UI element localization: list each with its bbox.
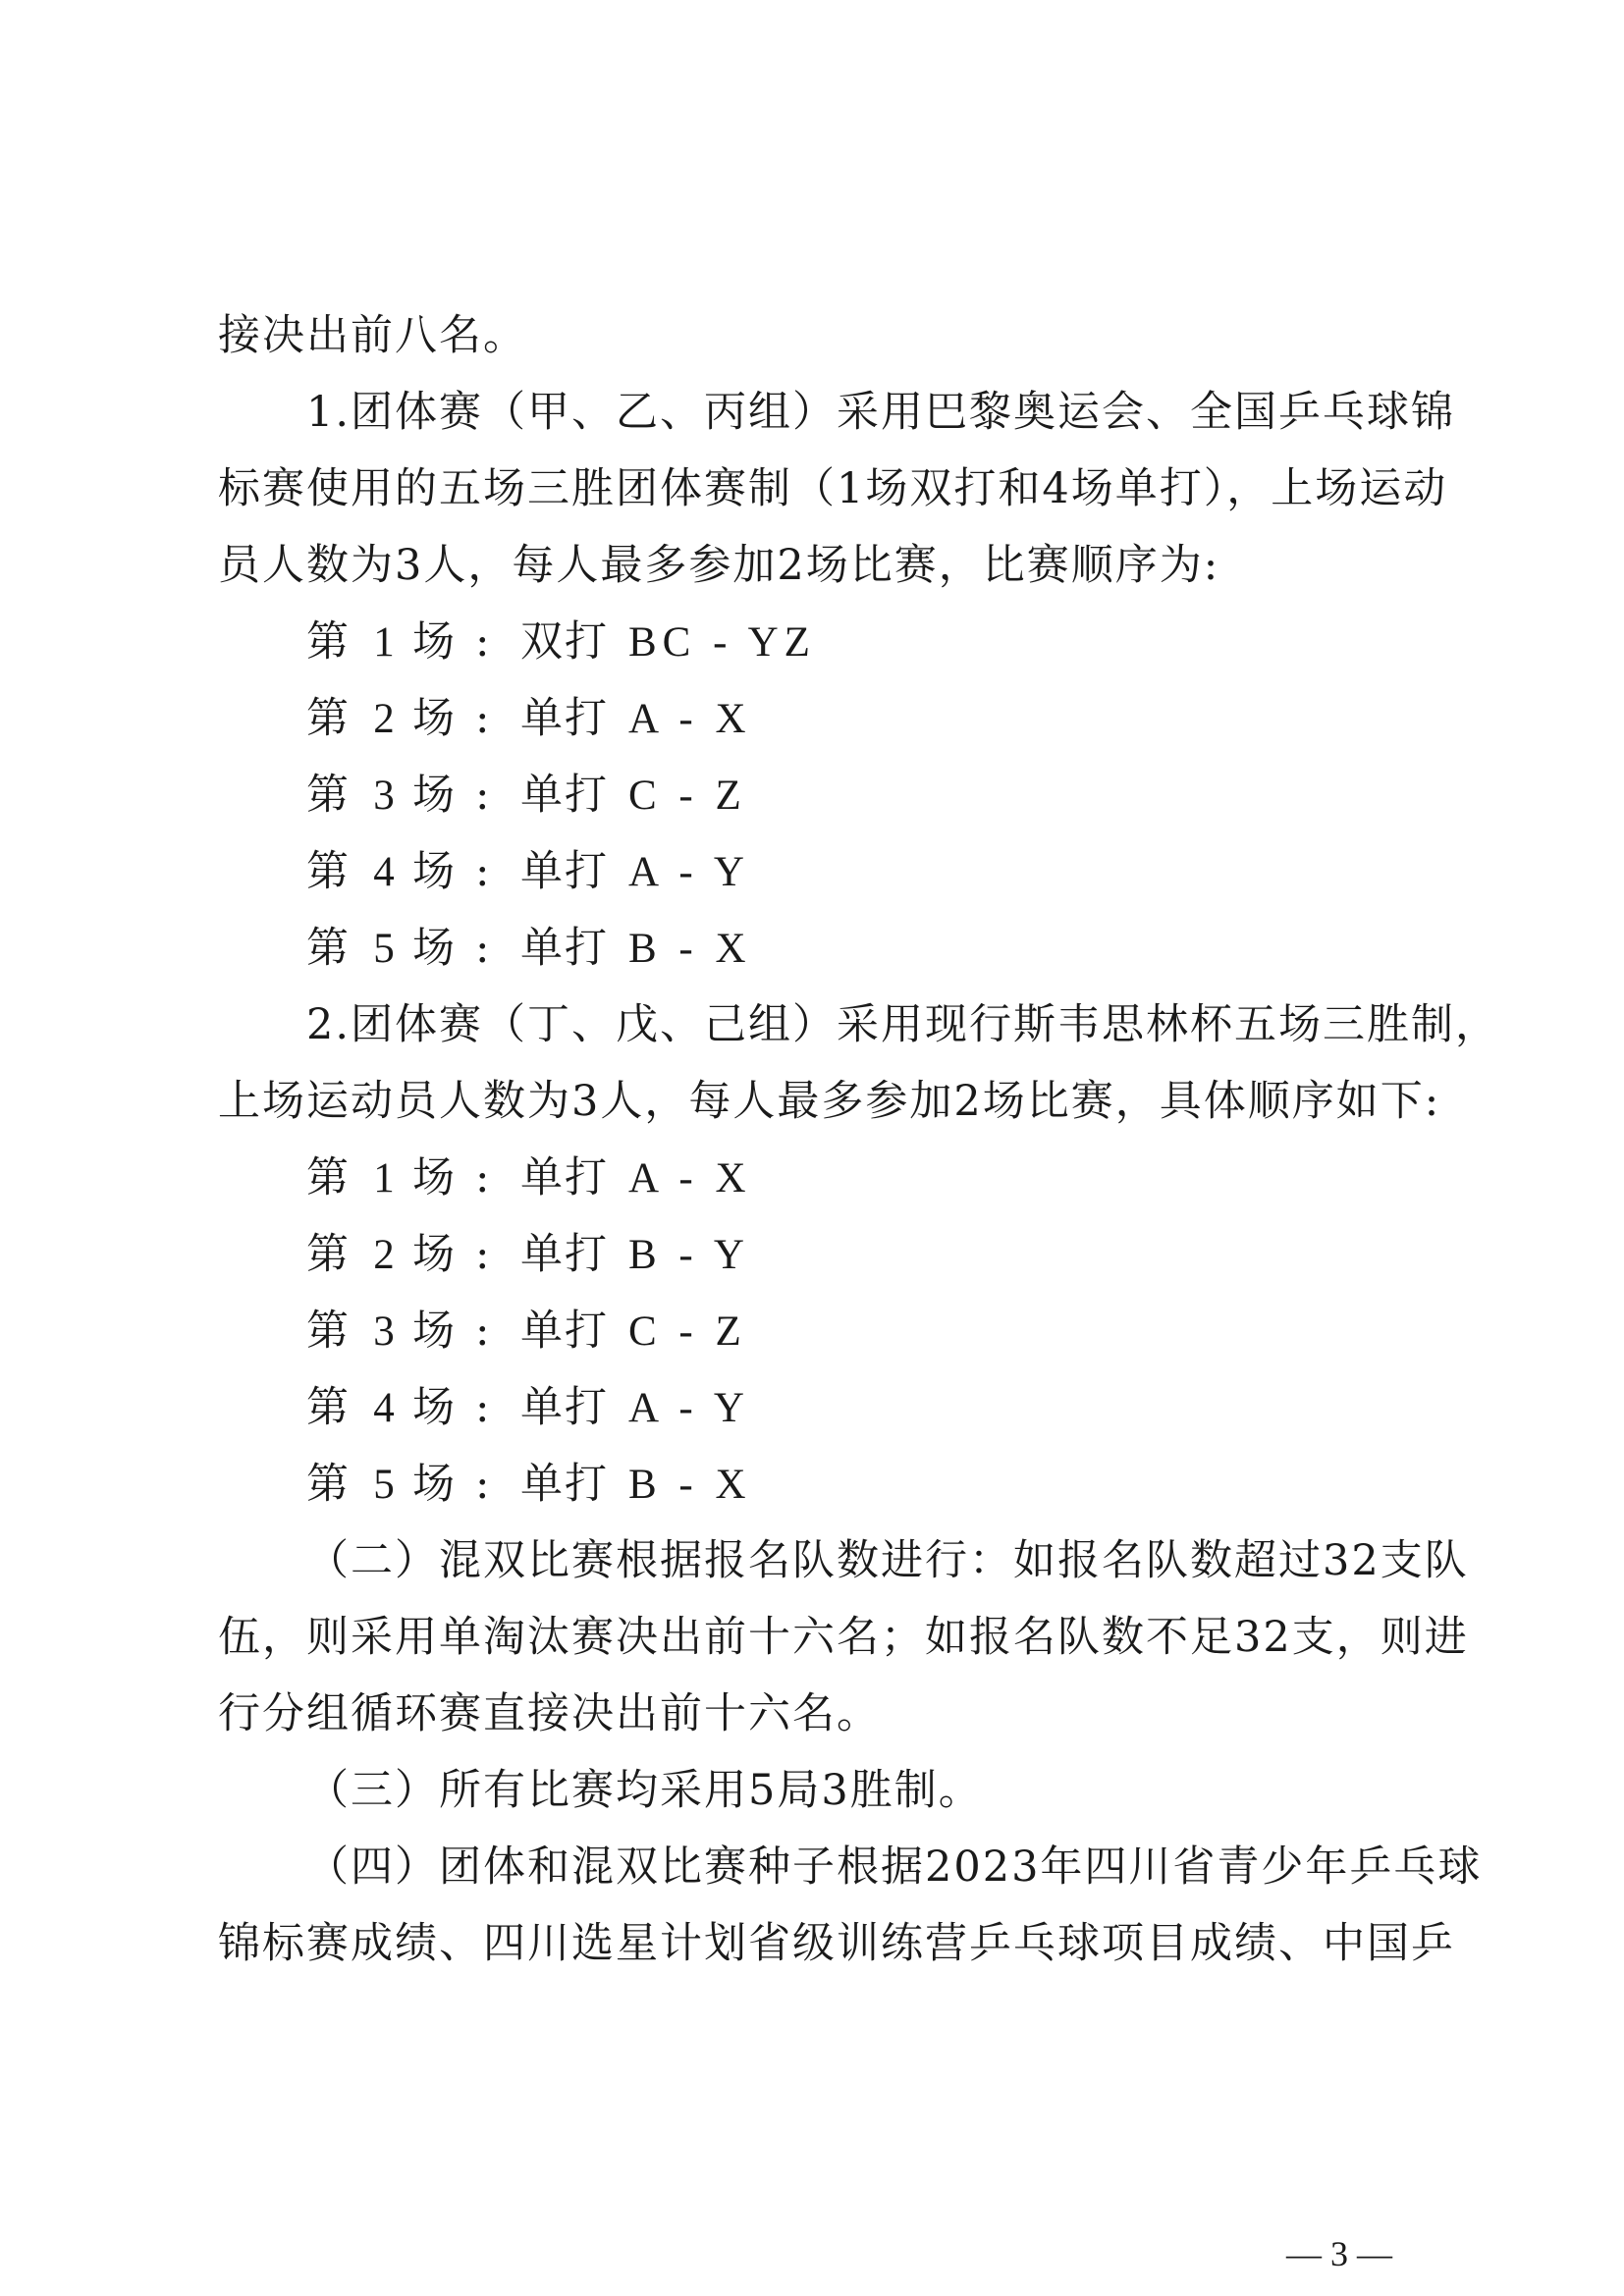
schedule-type: 双打 xyxy=(520,617,609,667)
schedule-num: 3 xyxy=(373,1308,397,1355)
schedule-chang: 场 xyxy=(412,694,457,743)
schedule-match: C - Z xyxy=(628,1308,747,1355)
paragraph-mixed-doubles-line-1: （二）混双比赛根据报名队数进行：如报名队数超过32支队 xyxy=(306,1536,1469,1585)
schedule-chang: 场 xyxy=(412,1383,457,1432)
paragraph-continuation: 接决出前八名。 xyxy=(218,311,527,360)
schedule-chang: 场 xyxy=(412,847,457,896)
paragraph-mixed-doubles-line-3: 行分组循环赛直接决出前十六名。 xyxy=(218,1689,881,1738)
schedule-di: 第 xyxy=(306,771,351,820)
schedule-colon: : xyxy=(475,617,492,667)
schedule-colon: : xyxy=(475,771,492,820)
paragraph-seeding-line-2: 锦标赛成绩、四川选星计划省级训练营乒乓球项目成绩、中国乒 xyxy=(218,1919,1455,1968)
schedule-match: A - Y xyxy=(628,1385,750,1431)
schedule-di: 第 xyxy=(306,847,351,896)
paragraph-team-abc-line-3: 员人数为3人，每人最多参加2场比赛，比赛顺序为: xyxy=(218,541,1220,590)
schedule-colon: : xyxy=(475,1230,492,1279)
schedule-match: C - Z xyxy=(628,773,747,819)
schedule-di: 第 xyxy=(306,924,351,973)
schedule-chang: 场 xyxy=(412,1153,457,1202)
schedule-b-row xyxy=(306,1455,752,1515)
schedule-chang: 场 xyxy=(412,1460,457,1509)
schedule-type: 单打 xyxy=(520,694,609,743)
schedule-chang: 场 xyxy=(412,924,457,973)
paragraph-mixed-doubles-line-2: 伍，则采用单淘汰赛决出前十六名；如报名队数不足32支，则进 xyxy=(218,1613,1469,1662)
schedule-type: 单打 xyxy=(520,771,609,820)
schedule-colon: : xyxy=(475,1307,492,1356)
page-number: — 3 — xyxy=(1286,2234,1392,2273)
schedule-type: 单打 xyxy=(520,1383,609,1432)
schedule-colon: : xyxy=(475,847,492,896)
schedule-colon: : xyxy=(475,924,492,973)
schedule-match: B - X xyxy=(628,1462,752,1508)
schedule-di: 第 xyxy=(306,1153,351,1202)
schedule-num: 5 xyxy=(373,926,397,972)
paragraph-team-abc-line-1: 1.团体赛（甲、乙、丙组）采用巴黎奥运会、全国乒乓球锦 xyxy=(306,388,1456,437)
schedule-num: 4 xyxy=(373,849,397,895)
schedule-chang: 场 xyxy=(412,771,457,820)
schedule-match: A - X xyxy=(628,1155,752,1201)
schedule-colon: : xyxy=(475,1383,492,1432)
schedule-type: 单打 xyxy=(520,1307,609,1356)
schedule-num: 1 xyxy=(373,619,397,666)
schedule-colon: : xyxy=(475,1460,492,1509)
schedule-chang: 场 xyxy=(412,1230,457,1279)
schedule-colon: : xyxy=(475,694,492,743)
schedule-match: B - X xyxy=(628,926,752,972)
schedule-num: 5 xyxy=(373,1462,397,1508)
schedule-di: 第 xyxy=(306,1460,351,1509)
schedule-num: 2 xyxy=(373,696,397,742)
schedule-a-row xyxy=(306,766,747,826)
schedule-b-row xyxy=(306,1378,750,1438)
schedule-type: 单打 xyxy=(520,1460,609,1509)
schedule-b-row xyxy=(306,1148,752,1208)
paragraph-match-format: （三）所有比赛均采用5局3胜制。 xyxy=(306,1766,983,1815)
schedule-type: 单打 xyxy=(520,1153,609,1202)
schedule-match: B - Y xyxy=(628,1232,750,1278)
paragraph-team-def-line-2: 上场运动员人数为3人，每人最多参加2场比赛，具体顺序如下: xyxy=(218,1077,1441,1126)
schedule-match: A - X xyxy=(628,696,752,742)
schedule-di: 第 xyxy=(306,1230,351,1279)
paragraph-team-def-line-1: 2.团体赛（丁、戊、己组）采用现行斯韦思林杯五场三胜制， xyxy=(306,1000,1500,1049)
schedule-a-row xyxy=(306,842,750,902)
schedule-a-row xyxy=(306,919,752,979)
schedule-match: A - Y xyxy=(628,849,750,895)
schedule-di: 第 xyxy=(306,694,351,743)
schedule-colon: : xyxy=(475,1153,492,1202)
schedule-chang: 场 xyxy=(412,1307,457,1356)
schedule-num: 3 xyxy=(373,773,397,819)
schedule-di: 第 xyxy=(306,1383,351,1432)
schedule-num: 4 xyxy=(373,1385,397,1431)
schedule-type: 单打 xyxy=(520,847,609,896)
schedule-b-row xyxy=(306,1225,750,1285)
schedule-chang: 场 xyxy=(412,617,457,667)
paragraph-team-abc-line-2: 标赛使用的五场三胜团体赛制（1场双打和4场单打），上场运动 xyxy=(218,464,1448,513)
schedule-type: 单打 xyxy=(520,1230,609,1279)
schedule-a-row xyxy=(306,613,816,672)
schedule-di: 第 xyxy=(306,617,351,667)
schedule-b-row xyxy=(306,1302,747,1362)
schedule-di: 第 xyxy=(306,1307,351,1356)
schedule-match: BC - YZ xyxy=(628,619,816,666)
paragraph-seeding-line-1: （四）团体和混双比赛种子根据2023年四川省青少年乒乓球 xyxy=(306,1842,1483,1892)
schedule-type: 单打 xyxy=(520,924,609,973)
schedule-a-row xyxy=(306,689,752,749)
schedule-num: 2 xyxy=(373,1232,397,1278)
schedule-num: 1 xyxy=(373,1155,397,1201)
